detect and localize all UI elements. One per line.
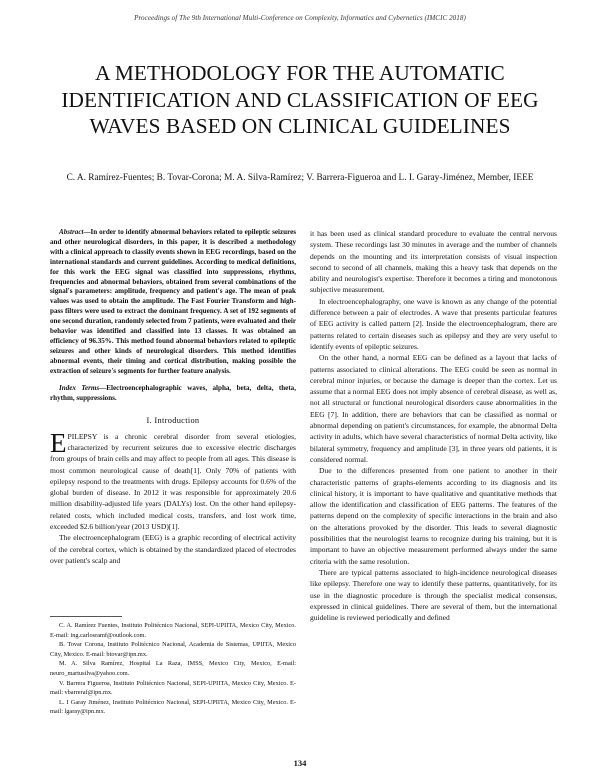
footnote: L. I Garay Jiménez, Instituto Politécnico Nacional, SEPI-UPIITA, Mexico City, Mexico. E-mail: lgaray@ipn.mx. bbox=[50, 698, 296, 716]
intro-paragraph-1-text: PILEPSY is a chronic cerebral disorder from several etiologies, characterized by recurrent seizures due to excessive electric discharges from groups of brain cells and may affect to people from all ages. This disease is most common neurological cause of death[1]. Only 70% of patients with epilepsy respond to the treatments with drugs. Epilepsy accounts for 0.6% of the global burden of disease. In 2012 it was responsible for approximately 20.6 million disability-adjusted life years (DALYs) lost. On the other hand epilepsy-related costs, which included medical costs, transfers, and lost work time, exceeded $2.6 billion/year (2013 USD)[1]. bbox=[50, 431, 296, 532]
footnotes bbox=[50, 621, 296, 717]
body-paragraph: In electroencephalography, one wave is known as any change of the potential difference between a pair of electrodes. A wave that presents particular features of EEG activity is called pattern [2]. Inside the electroencephalogram, there are patterns related to certain diseases such as epilepsy and they are very useful to identify events of epileptic seizures. bbox=[310, 296, 557, 351]
proceedings-header: Proceedings of The 9th International Multi-Conference on Complexity, Informatics and Cybernetics (IMCIC 2018) bbox=[134, 14, 466, 22]
author-list: C. A. Ramírez-Fuentes; B. Tovar-Corona; M. A. Silva-Ramírez; V. Barrera-Figueroa and L. I. Garay-Jiménez, Member, IEEE bbox=[66, 173, 534, 183]
index-terms-text: —Electroencephalographic waves, alpha, beta, delta, theta, rhythm, suppressions. bbox=[50, 383, 297, 402]
body-paragraph: On the other hand, a normal EEG can be defined as a layout that lacks of patterns associated to clinical alterations. The EEG could be seen as normal in cerebral minor injuries, or because the damage is deeper than the cortex. Let us assume that a normal EEG does not imply absence of cerebral disease, as well as, not all structural or functional neurological disorders cause abnormalities in the EEG [7]. In addition, there are behaviors that can be classified as normal or abnormal depending on patient's circumstances, for example, the abnormal Delta activity in adults, which have several characteristics of normal Delta activity, like bilateral symmetry, frequency and amplitude [3], in three years old patients, it is considered normal. bbox=[310, 353, 557, 464]
intro-paragraph-1 bbox=[50, 427, 296, 533]
page-number: 134 bbox=[293, 758, 307, 768]
left-column bbox=[50, 228, 296, 566]
abstract-text: —In order to identify abnormal behaviors related to epileptic seizures and other neurological disorders, in this paper, it is described a methodology with a clinical approach to classify events shown in EEG recordings, based on the international standards and current guidelines. According to medical definitions, for this work the EEG signal was classified into suppressions, rhythms, frequencies and abnormal behaviors, obtained from several combinations of the signal's parameters: amplitude, frequency and patient's age. The mean of peak values was used to obtain the amplitude. The Fast Fourier Transform and high-pass filters were used to extract the dominant frequency. A set of 192 segments of one second duration, randomly selected from 7 patients, were evaluated and their behavior was identified and classified into 13 classes. It was obtained an efficiency of 96.35%. This method found abnormal behaviors related to epileptic seizures and other kinds of neurological disorders. This method identifies abnormal events, their timing and cortical distribution, making possible the extraction of seizure's segments for further feature analysis. bbox=[50, 228, 296, 375]
body-paragraph: There are typical patterns associated to high-incidence neurological diseases like epilepsy. Therefore one way to identify these patterns, quantitatively, for its use in the diagnostic procedure is through the specialist medical consensus, expressed in clinical guidelines. There are several of them, but the international guideline is reviewed periodically and defined bbox=[310, 567, 557, 623]
right-column bbox=[310, 228, 557, 623]
index-terms bbox=[50, 384, 296, 404]
abstract bbox=[50, 228, 296, 377]
index-terms-label: Index Terms bbox=[59, 383, 100, 392]
footnote: C. A. Ramírez Fuentes, Instituto Politécnico Nacional, SEPI-UPIITA, Mexico City, Mexico. E-mail: ing.carlosramf@outlook.com. bbox=[50, 622, 296, 639]
footnote: B. Tovar Corona, Instituto Politécnico Nacional, Academia de Sistemas, UPIITA, Mexico City, Mexico. E-mail: btovar@ipn.mx. bbox=[50, 641, 296, 658]
body-paragraph: it has been used as clinical standard procedure to evaluate the central nervous system. These recordings last 30 minutes in average and the number of channels depends on the mounting and its interpretation consists of visual inspection second to second of all channels, making this a heavy task that depends on the ability and neurologist's expertise. Therefore it becomes a tiring and monotonous subjective measurement. bbox=[310, 229, 557, 295]
paper-title: A METHODOLOGY FOR THE AUTOMATIC IDENTIFICATION AND CLASSIFICATION OF EEG WAVES BASED ON CLINICAL GUIDELINES bbox=[61, 61, 539, 138]
section-heading-introduction: I. Introduction bbox=[146, 416, 200, 426]
drop-cap: E bbox=[50, 427, 67, 458]
intro-paragraph-2: The electroencephalogram (EEG) is a graphic recording of electrical activity of the cerebral cortex, which is obtained by the standardized placed of electrodes over patient's scalp and bbox=[50, 533, 296, 565]
footnote: M. A. Silva Ramírez, Hospital La Raza, IMSS, Mexico City, Mexico, E-mail: neuro_martusilva@yahoo.com. bbox=[50, 660, 296, 677]
abstract-label: Abstract bbox=[59, 228, 84, 236]
footnote: V. Barrera Figueroa, Instituto Politécnico Nacional, SEPI-UPIITA, Mexico City, Mexico. E-mail: vbarreraf@ipn.mx. bbox=[50, 679, 296, 697]
footnote-rule bbox=[50, 616, 122, 617]
body-paragraph: Due to the differences presented from one patient to another in their characteristic patterns of graphs-elements according to its diagnosis and its clinical history, it is important to have qualitative and quantitative methods that allow the identification and classification of EEG patterns. The features of the patterns depend on the complexity of specific interactions in the brain and also on the alterations provoked by the disorder. This leads to several diagnostic possibilities that the neurologist learns to recognize during his training, but it is important to have an objective measurement performed always under the same criteria with the same resolution. bbox=[310, 466, 557, 566]
